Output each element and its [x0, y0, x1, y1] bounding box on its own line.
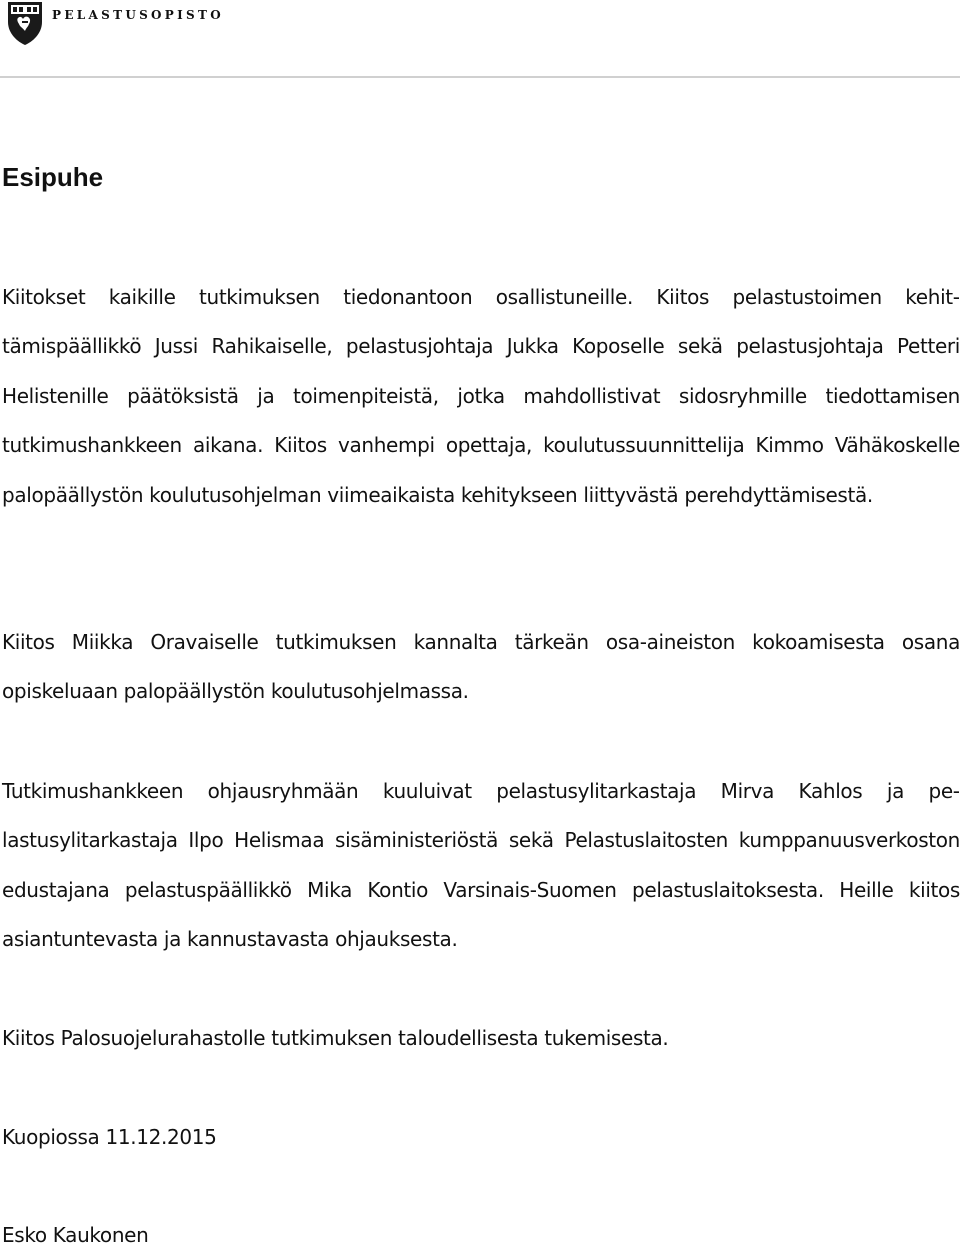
brand-name: PELASTUSOPISTO [52, 8, 224, 22]
paragraph-steering-group: Tutkimushankkeen ohjausryhmään kuuluivat pelastusylitarkastaja Mirva Kahlos ja pelastusylitarkastaja Ilpo Helismaa sisäministeriöstä sekä Pelastuslaitosten kumppanuusverkoston edustajana pelastuspäällikkö Mika Kontio Varsinais-Suomen pelastuslaitoksesta. Heille kiitos asiantuntevasta ja kannustavasta ohjauksesta. [2, 779, 960, 952]
author-signature: Esko Kaukonen [2, 1223, 149, 1247]
page-title: Esipuhe [2, 162, 104, 192]
paragraph-funding-thanks: Kiitos Palosuojelurahastolle tutkimuksen taloudellisesta tukemisesta. [2, 1026, 669, 1050]
header-divider [0, 76, 960, 78]
paragraph-miikka: Kiitos Miikka Oravaiselle tutkimuksen kannalta tärkeän osa-aineiston kokoamisesta osana opiskeluaan palopäällystön koulutusohjelmassa. [2, 630, 960, 704]
place-and-date: Kuopiossa 11.12.2015 [2, 1125, 217, 1149]
shield-crest-icon [6, 0, 44, 46]
paragraph-acknowledgements: Kiitokset kaikille tutkimuksen tiedonantoon osallistuneille. Kiitos pelastustoimen kehittämispäällikkö Jussi Rahikaiselle, pelastusjohtaja Jukka Koposelle sekä pelastusjohtaja Petteri Helistenille päätöksistä ja toimenpiteistä, jotka mahdollistivat sidosryhmille tiedottamisen tutkimushankkeen aikana. Kiitos vanhempi opettaja, koulutussuunnittelija Kimmo Vähäkoskelle palopäällystön koulutusohjelman viimeaikaista kehitykseen liittyvästä perehdyttämisestä. [2, 285, 960, 507]
page-header [4, 0, 956, 48]
